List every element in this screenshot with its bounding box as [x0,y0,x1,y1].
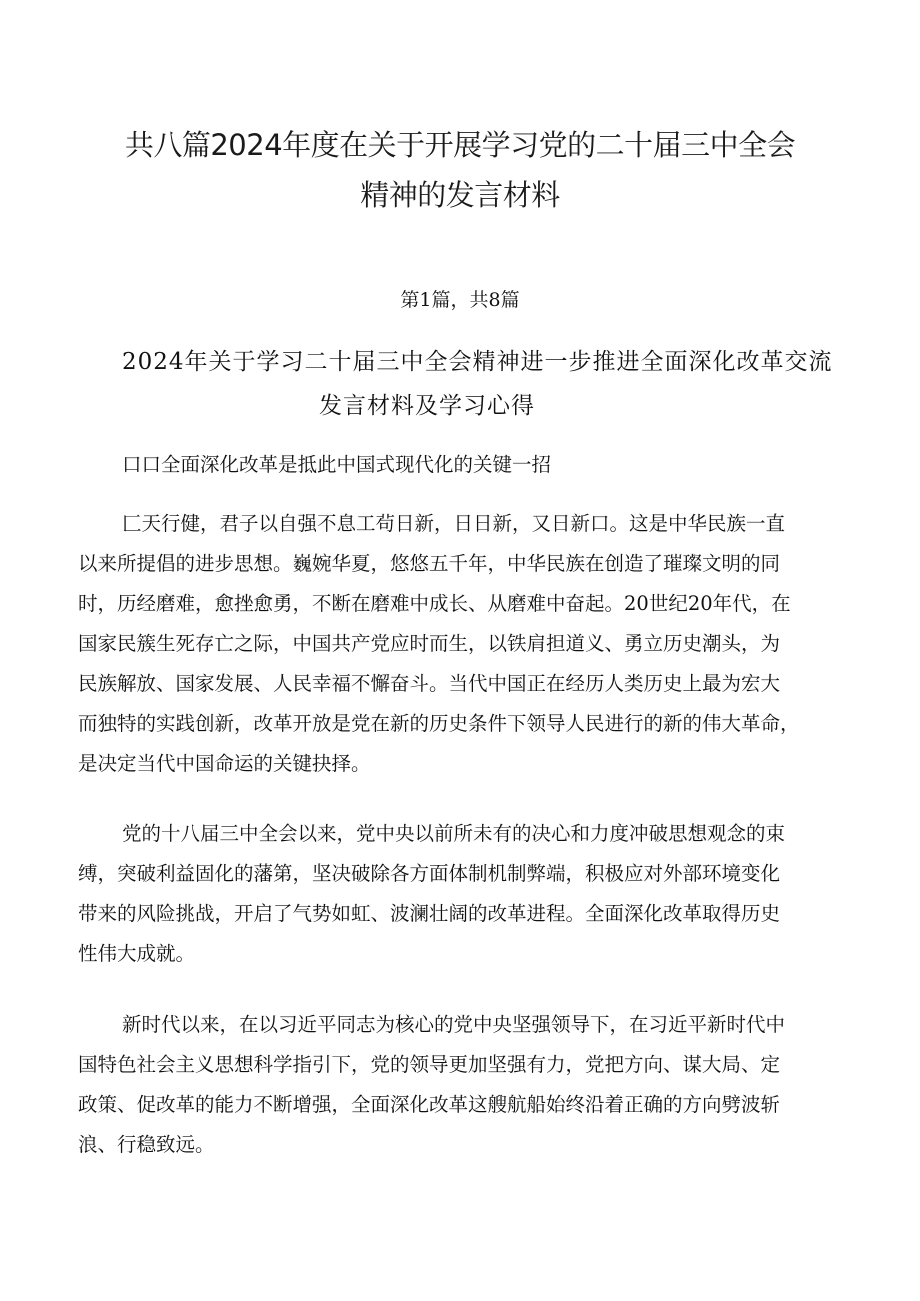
paragraph-line: 浪、行稳致远。 [78,1133,215,1156]
paragraph [78,814,858,974]
paragraph-line: 党的十八届三中全会以来，党中央以前所未有的决心和力度冲破思想观念的束 [122,822,786,845]
paragraph-line: 民族解放、国家发展、人民幸福不懈奋斗。当代中国正在经历人类历史上最为宏大 [78,672,781,695]
part-label: 第1篇，共8篇 [400,289,520,311]
paragraph-line: 国家民簇生死存亡之际，中国共产党应时而生，以铁肩担道义、勇立历史潮头，为 [78,632,781,655]
section-title-line: 发言材料及学习心得 [319,393,535,419]
title-line: 精神的发言材料 [360,178,560,212]
section-title-line: 2024年关于学习二十届三中全会精神进一步推进全面深化改革交流 [122,349,833,375]
document-title [80,120,840,220]
paragraph-line: 性伟大成就。 [78,942,196,965]
paragraph-line: 政策、促改革的能力不断增强，全面深化改革这艘航船始终沿着正确的方向劈波斩 [78,1093,781,1116]
section-title [80,340,860,428]
paragraph-line: 缚，突破利益固化的藩第，坚决破除各方面体制机制弊端，积极应对外部环境变化 [78,862,781,885]
paragraph-line: 是决定当代中国命运的关键抉择。 [78,752,371,775]
paragraph-line: 时，历经磨难，愈挫愈勇，不断在磨难中成长、从磨难中奋起。20世纪20年代，在 [78,592,791,615]
paragraph-line: 国特色社会主义思想科学指引下，党的领导更加坚强有力，党把方向、谋大局、定 [78,1053,781,1076]
section-heading: 口口全面深化改革是抵此中国式现代化的关键一招 [122,453,552,476]
paragraph [78,504,858,784]
paragraph-line: 匚天行健，君子以自强不息工茍日新，日日新，又日新口。这是中华民族一直 [122,512,786,535]
paragraph [78,1005,858,1165]
paragraph-line: 而独特的实践创新，改革开放是党在新的历史条件下领导人民进行的新的伟大革命， [78,712,800,735]
paragraph-line: 以来所提倡的进步思想。巍婉华夏，悠悠五千年，中华民族在创造了璀璨文明的同 [78,552,781,575]
paragraph-line: 新时代以来，在以习近平同志为核心的党中央坚强领导下，在习近平新时代中 [122,1013,786,1036]
paragraph-line: 带来的风险挑战，开启了气势如虹、波澜壮阔的改革进程。全面深化改革取得历史 [78,902,781,925]
title-line: 共八篇2024年度在关于开展学习党的二十届三中全会 [124,128,796,162]
